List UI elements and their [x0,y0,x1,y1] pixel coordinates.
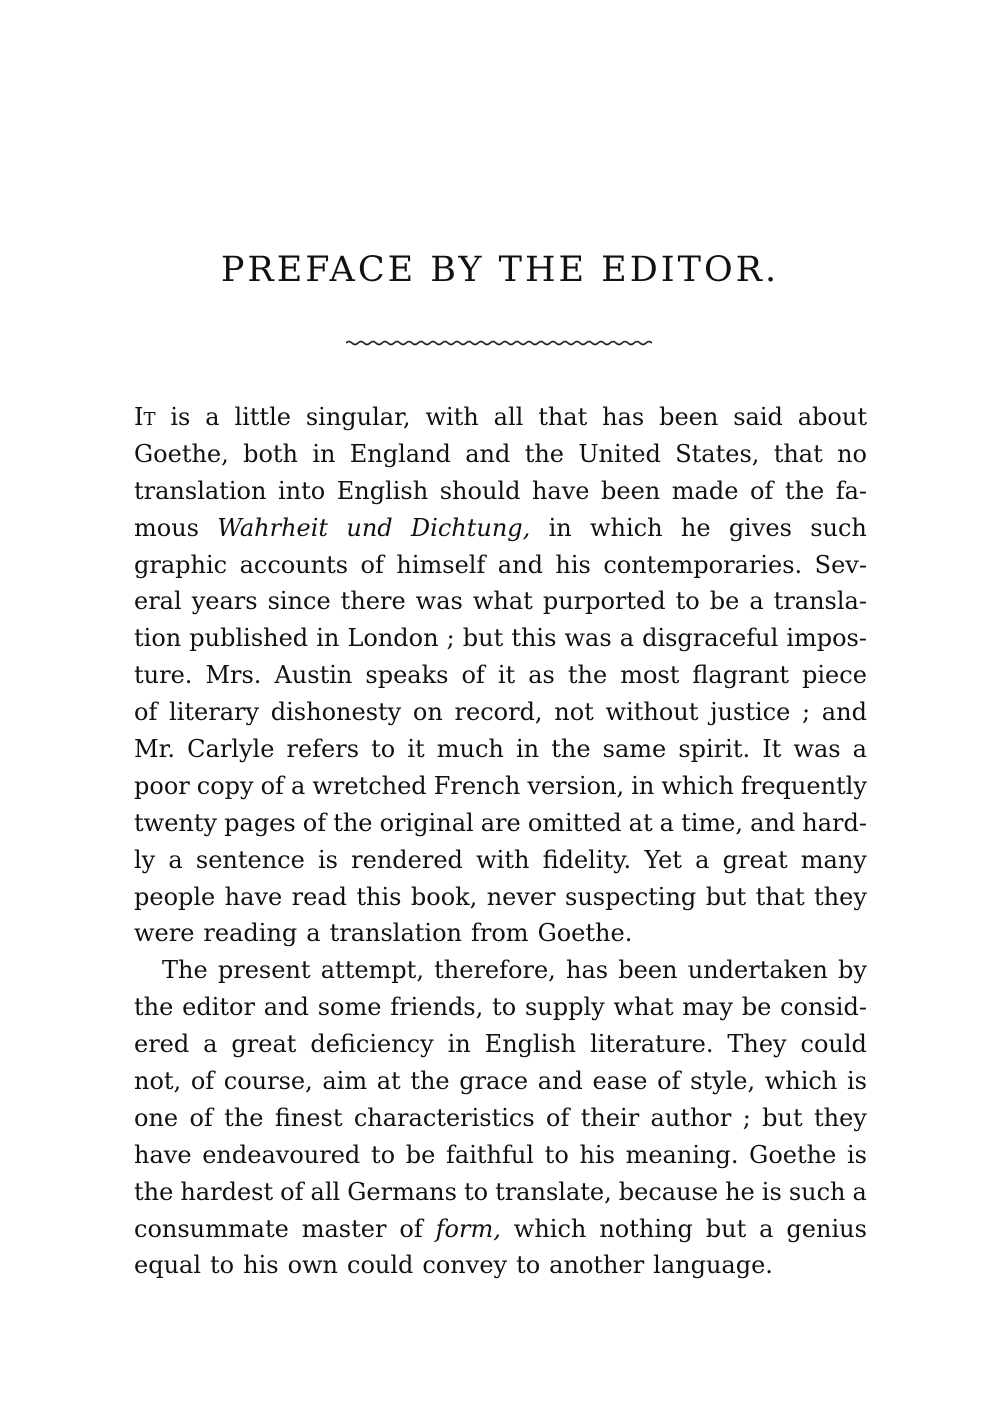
text-line: have endeavoured to be faithful to his meaning. Goethe is [134,1140,867,1169]
paragraph-1 [134,399,867,952]
text-line: eral years since there was what purported to be a transla- [134,587,867,616]
text-line: translation into English should have been made of the fa- [134,476,867,505]
text-line: twenty pages of the original are omitted at a time, and hard- [134,808,867,837]
text-line: were reading a translation from Goethe. [134,919,633,948]
text-line: not, of course, aim at the grace and ease of style, which is [134,1067,867,1096]
text-line: people have read this book, never suspecting but that they [134,882,867,911]
decorative-rule [346,337,652,349]
text-line: The present attempt, therefore, has been undertaken by [162,956,867,985]
text-line: Mr. Carlyle refers to it much in the same spirit. It was a [134,735,867,764]
text-line: ly a sentence is rendered with fidelity. Yet a great many [134,845,867,874]
text-line: ered a great deficiency in English literature. They could [134,1030,867,1059]
text-line: equal to his own could convey to another language. [134,1251,773,1280]
text-line: one of the finest characteristics of their author ; but they [134,1103,867,1132]
text-line: poor copy of a wretched French version, in which frequently [134,771,867,800]
text-line: Goethe, both in England and the United States, that no [134,439,867,468]
text-line: the editor and some friends, to supply what may be consid- [134,993,867,1022]
text-line: tion published in London ; but this was a disgraceful impos- [134,624,867,653]
paragraph-2 [134,952,867,1284]
body-text [134,399,867,1284]
text-line: graphic accounts of himself and his contemporaries. Sev- [134,550,867,579]
text-line: the hardest of all Germans to translate, because he is such a [134,1177,867,1206]
text-line: mous Wahrheit und Dichtung, in which he gives such [134,513,867,542]
text-line: ture. Mrs. Austin speaks of it as the most flagrant piece [134,661,867,690]
text-line: IT is a little singular, with all that has been said about [134,403,867,431]
text-line: consummate master of form, which nothing but a genius [134,1214,867,1243]
page-title: PREFACE BY THE EDITOR. [220,250,780,290]
text-line: of literary dishonesty on record, not without justice ; and [134,698,867,727]
